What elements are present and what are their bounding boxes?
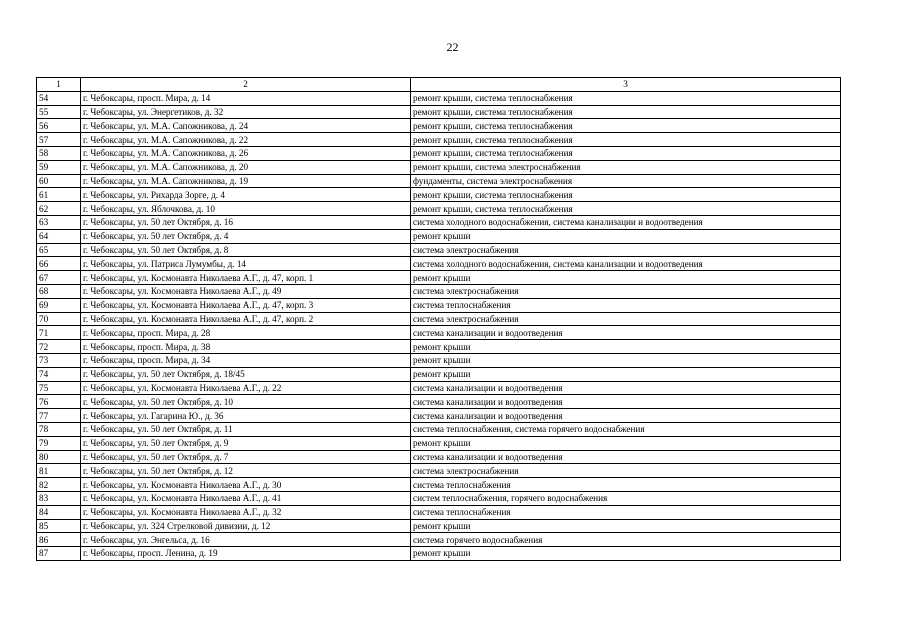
row-address: г. Чебоксары, ул. Гагарина Ю., д. 36 <box>81 409 411 423</box>
row-number: 83 <box>37 491 81 505</box>
row-number: 64 <box>37 229 81 243</box>
row-number: 61 <box>37 188 81 202</box>
table-row <box>37 409 841 423</box>
table-row <box>37 450 841 464</box>
table-row <box>37 367 841 381</box>
row-address: г. Чебоксары, просп. Мира, д. 38 <box>81 340 411 354</box>
row-address: г. Чебоксары, ул. 324 Стрелковой дивизии, д. 12 <box>81 519 411 533</box>
table-row <box>37 298 841 312</box>
row-number: 74 <box>37 367 81 381</box>
table-row <box>37 133 841 147</box>
row-number: 60 <box>37 174 81 188</box>
row-address: г. Чебоксары, ул. 50 лет Октября, д. 8 <box>81 243 411 257</box>
table-row <box>37 395 841 409</box>
row-work-type: ремонт крыши <box>411 340 841 354</box>
table-row <box>37 105 841 119</box>
row-address: г. Чебоксары, ул. М.А. Сапожникова, д. 24 <box>81 119 411 133</box>
row-address: г. Чебоксары, просп. Мира, д. 34 <box>81 353 411 367</box>
row-work-type: ремонт крыши, система электроснабжения <box>411 160 841 174</box>
table-row <box>37 422 841 436</box>
table-row <box>37 243 841 257</box>
table-row <box>37 340 841 354</box>
row-number: 81 <box>37 464 81 478</box>
row-address: г. Чебоксары, ул. Космонавта Николаева А.Г., д. 41 <box>81 491 411 505</box>
row-number: 66 <box>37 257 81 271</box>
row-work-type: ремонт крыши <box>411 547 841 561</box>
row-work-type: фундаменты, система электроснабжения <box>411 174 841 188</box>
row-work-type: система теплоснабжения <box>411 478 841 492</box>
row-work-type: система электроснабжения <box>411 284 841 298</box>
row-address: г. Чебоксары, ул. М.А. Сапожникова, д. 26 <box>81 146 411 160</box>
column-header-work-type: 3 <box>411 78 841 92</box>
row-address: г. Чебоксары, ул. Патриса Лумумбы, д. 14 <box>81 257 411 271</box>
table-row <box>37 491 841 505</box>
table-row <box>37 436 841 450</box>
row-number: 79 <box>37 436 81 450</box>
table-row <box>37 257 841 271</box>
row-work-type: ремонт крыши, система теплоснабжения <box>411 146 841 160</box>
table-row <box>37 202 841 216</box>
row-address: г. Чебоксары, ул. Космонавта Николаева А.Г., д. 32 <box>81 505 411 519</box>
row-address: г. Чебоксары, ул. Космонавта Николаева А.Г., д. 47, корп. 3 <box>81 298 411 312</box>
row-address: г. Чебоксары, ул. Космонавта Николаева А.Г., д. 47, корп. 2 <box>81 312 411 326</box>
table-body <box>37 91 841 560</box>
row-work-type: ремонт крыши, система теплоснабжения <box>411 202 841 216</box>
table-row <box>37 188 841 202</box>
table-row <box>37 160 841 174</box>
row-work-type: система холодного водоснабжения, система канализации и водоотведения <box>411 257 841 271</box>
row-number: 59 <box>37 160 81 174</box>
row-number: 73 <box>37 353 81 367</box>
row-number: 54 <box>37 91 81 105</box>
row-work-type: ремонт крыши <box>411 367 841 381</box>
table-row <box>37 381 841 395</box>
row-number: 82 <box>37 478 81 492</box>
row-work-type: ремонт крыши, система теплоснабжения <box>411 119 841 133</box>
row-work-type: система холодного водоснабжения, система канализации и водоотведения <box>411 215 841 229</box>
row-number: 69 <box>37 298 81 312</box>
row-number: 87 <box>37 547 81 561</box>
table-row <box>37 119 841 133</box>
table-row <box>37 271 841 285</box>
row-work-type: ремонт крыши, система теплоснабжения <box>411 133 841 147</box>
row-work-type: ремонт крыши, система теплоснабжения <box>411 188 841 202</box>
table-row <box>37 174 841 188</box>
row-address: г. Чебоксары, ул. 50 лет Октября, д. 4 <box>81 229 411 243</box>
table-row <box>37 229 841 243</box>
row-number: 76 <box>37 395 81 409</box>
row-address: г. Чебоксары, ул. 50 лет Октября, д. 11 <box>81 422 411 436</box>
row-number: 55 <box>37 105 81 119</box>
row-address: г. Чебоксары, просп. Мира, д. 14 <box>81 91 411 105</box>
table-row <box>37 326 841 340</box>
row-work-type: система канализации и водоотведения <box>411 395 841 409</box>
column-header-number: 1 <box>37 78 81 92</box>
row-address: г. Чебоксары, ул. 50 лет Октября, д. 7 <box>81 450 411 464</box>
row-number: 67 <box>37 271 81 285</box>
row-work-type: ремонт крыши <box>411 229 841 243</box>
row-number: 57 <box>37 133 81 147</box>
row-work-type: система горячего водоснабжения <box>411 533 841 547</box>
row-number: 58 <box>37 146 81 160</box>
row-number: 78 <box>37 422 81 436</box>
row-address: г. Чебоксары, ул. Космонавта Николаева А.Г., д. 22 <box>81 381 411 395</box>
row-address: г. Чебоксары, ул. 50 лет Октября, д. 12 <box>81 464 411 478</box>
row-address: г. Чебоксары, ул. М.А. Сапожникова, д. 19 <box>81 174 411 188</box>
row-work-type: ремонт крыши <box>411 353 841 367</box>
table-row <box>37 312 841 326</box>
row-work-type: ремонт крыши <box>411 436 841 450</box>
row-address: г. Чебоксары, ул. 50 лет Октября, д. 16 <box>81 215 411 229</box>
row-work-type: система канализации и водоотведения <box>411 326 841 340</box>
row-work-type: ремонт крыши <box>411 271 841 285</box>
row-address: г. Чебоксары, ул. Космонавта Николаева А.Г., д. 30 <box>81 478 411 492</box>
table-header-row <box>37 78 841 92</box>
table-row <box>37 146 841 160</box>
row-address: г. Чебоксары, ул. 50 лет Октября, д. 9 <box>81 436 411 450</box>
row-number: 63 <box>37 215 81 229</box>
table-row <box>37 215 841 229</box>
row-work-type: ремонт крыши <box>411 519 841 533</box>
row-number: 68 <box>37 284 81 298</box>
row-work-type: система электроснабжения <box>411 312 841 326</box>
row-work-type: система канализации и водоотведения <box>411 450 841 464</box>
row-number: 75 <box>37 381 81 395</box>
row-work-type: система теплоснабжения <box>411 298 841 312</box>
row-number: 77 <box>37 409 81 423</box>
row-number: 84 <box>37 505 81 519</box>
row-address: г. Чебоксары, ул. М.А. Сапожникова, д. 22 <box>81 133 411 147</box>
row-work-type: систем теплоснабжения, горячего водоснабжения <box>411 491 841 505</box>
row-address: г. Чебоксары, ул. Рихарда Зорге, д. 4 <box>81 188 411 202</box>
row-number: 62 <box>37 202 81 216</box>
table-row <box>37 505 841 519</box>
row-number: 70 <box>37 312 81 326</box>
row-address: г. Чебоксары, ул. Яблочкова, д. 10 <box>81 202 411 216</box>
row-work-type: система электроснабжения <box>411 464 841 478</box>
row-address: г. Чебоксары, ул. Энгельса, д. 16 <box>81 533 411 547</box>
row-work-type: ремонт крыши, система теплоснабжения <box>411 91 841 105</box>
table-row <box>37 519 841 533</box>
row-number: 72 <box>37 340 81 354</box>
row-work-type: система теплоснабжения, система горячего водоснабжения <box>411 422 841 436</box>
column-header-address: 2 <box>81 78 411 92</box>
table-row <box>37 353 841 367</box>
row-number: 65 <box>37 243 81 257</box>
row-address: г. Чебоксары, ул. 50 лет Октября, д. 18/45 <box>81 367 411 381</box>
row-work-type: система канализации и водоотведения <box>411 381 841 395</box>
row-address: г. Чебоксары, ул. 50 лет Октября, д. 10 <box>81 395 411 409</box>
table-row <box>37 478 841 492</box>
row-address: г. Чебоксары, просп. Мира, д. 28 <box>81 326 411 340</box>
table-row <box>37 547 841 561</box>
row-number: 85 <box>37 519 81 533</box>
row-work-type: система теплоснабжения <box>411 505 841 519</box>
row-address: г. Чебоксары, ул. М.А. Сапожникова, д. 20 <box>81 160 411 174</box>
row-number: 56 <box>37 119 81 133</box>
repair-register-table <box>36 77 841 561</box>
page-number: 22 <box>446 40 459 54</box>
table-row <box>37 284 841 298</box>
row-number: 86 <box>37 533 81 547</box>
row-number: 71 <box>37 326 81 340</box>
row-address: г. Чебоксары, ул. Космонавта Николаева А.Г., д. 49 <box>81 284 411 298</box>
row-work-type: ремонт крыши, система теплоснабжения <box>411 105 841 119</box>
table-row <box>37 464 841 478</box>
row-number: 80 <box>37 450 81 464</box>
row-work-type: система электроснабжения <box>411 243 841 257</box>
table-row <box>37 91 841 105</box>
row-work-type: система канализации и водоотведения <box>411 409 841 423</box>
row-address: г. Чебоксары, ул. Космонавта Николаева А.Г., д. 47, корп. 1 <box>81 271 411 285</box>
row-address: г. Чебоксары, просп. Ленина, д. 19 <box>81 547 411 561</box>
table-row <box>37 533 841 547</box>
row-address: г. Чебоксары, ул. Энергетиков, д. 32 <box>81 105 411 119</box>
